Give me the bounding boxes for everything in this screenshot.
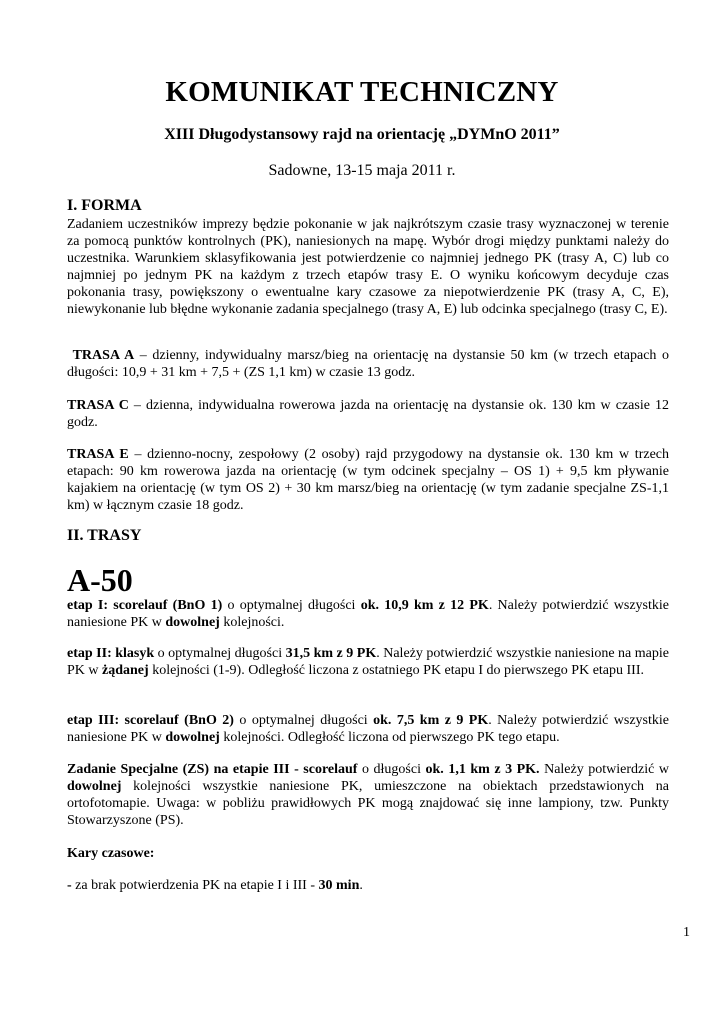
etap-2-label: etap II: klasyk [67, 646, 155, 661]
etap-1-paragraph [67, 597, 669, 631]
trasa-c-paragraph [67, 397, 669, 431]
special-task-label: Zadanie Specjalne (ZS) na etapie III - scorelauf [67, 762, 358, 777]
etap-1-distance: ok. 10,9 km z 12 PK [360, 598, 489, 613]
trasa-c-label: TRASA C [67, 398, 129, 413]
etap-1-order: dowolnej [165, 615, 220, 630]
etap-3-text: . Należy potwierdzić wszystkie naniesione PK w [67, 713, 669, 745]
etap-2-distance: 31,5 km z 9 PK [285, 646, 377, 661]
special-task-text: o długości [357, 762, 426, 777]
section-heading-forma: I. FORMA [67, 197, 142, 214]
special-task-paragraph [67, 761, 669, 829]
forma-paragraph: Zadaniem uczestników imprezy będzie pokonanie w jak najkrótszym czasie trasy wyznaczonej w terenie za pomocą punktów kontrolnych (PK), naniesionych na mapę. Wybór drogi między punktami należy do uczestnika. Warunkiem sklasyfikowania jest potwierdzenie co najmniej jednego PK (trasy A, C) lub co najmniej po jednym PK na każdym z trzech etapów trasy E. O wyniku końcowym decyduje czas pokonania trasy, powiększony o ewentualne kary czasowe za niepotwierdzenie PK (trasy A, C, E), niewykonanie lub błędne wykonanie zadania specjalnego (trasy A, E) lub odcinka specjalnego (trasy C, E). [67, 217, 669, 317]
penalty-bullet: - [67, 878, 72, 893]
special-task-order: dowolnej [67, 779, 122, 794]
etap-1-text: o optymalnej długości [222, 598, 361, 613]
trasa-a-paragraph [67, 347, 669, 381]
trasa-a-description: – dzienny, indywidualny marsz/bieg na orientację na dystansie 50 km (w trzech etapach o długości: 10,9 + 31 km + 7,5 + (ZS 1,1 km) w czasie 13 godz. [67, 348, 670, 380]
etap-2-paragraph [67, 645, 669, 679]
section-heading-trasy: II. TRASY [67, 527, 142, 544]
etap-3-text: o optymalnej długości [233, 713, 374, 728]
penalty-text: za brak potwierdzenia PK na etapie I i III - [71, 878, 319, 893]
etap-3-paragraph [67, 712, 669, 746]
etap-2-text: o optymalnej długości [154, 646, 286, 661]
trasa-a-label: TRASA A [72, 348, 135, 363]
special-task-distance: ok. 1,1 km z 3 PK. [425, 762, 540, 777]
etap-3-distance: ok. 7,5 km z 9 PK [373, 713, 489, 728]
etap-3-text: kolejności. Odległość liczona od pierwszego PK tego etapu. [219, 730, 560, 745]
etap-3-order: dowolnej [165, 730, 220, 745]
penalties-heading: Kary czasowe: [67, 846, 155, 861]
trasa-e-description: – dzienno-nocny, zespołowy (2 osoby) rajd przygodowy na dystansie ok. 130 km w trzech etapach: 90 km rowerowa jazda na orientację (w tym odcinek specjalny – OS 1) + 9,5 km pływanie kajakiem na orientację (w tym OS 2) + 30 km marsz/bieg na orientację (w tym zadanie specjalne ZS-1,1 km) w łącznym czasie 18 godz. [67, 447, 669, 513]
etap-1-text: kolejności. [219, 615, 285, 630]
penalty-item [67, 878, 363, 894]
trasa-e-paragraph [67, 446, 669, 514]
event-date-location: Sadowne, 13-15 maja 2011 r. [268, 162, 456, 179]
special-task-text: kolejności wszystkie naniesione PK, umieszczone na obiektach przedstawionych na ortofotomapie. Uwaga: w pobliżu prawidłowych PK mogą znajdować się inne lampiony, tzw. Punkty Stowarzyszone (PS). [67, 779, 669, 828]
etap-3-label: etap III: scorelauf (BnO 2) [67, 713, 234, 728]
special-task-text: Należy potwierdzić w [539, 762, 669, 777]
event-subtitle: XIII Długodystansowy rajd na orientację „DYMnO 2011” [164, 126, 560, 143]
document-title: KOMUNIKAT TECHNICZNY [165, 76, 559, 108]
page-number: 1 [683, 925, 690, 940]
etap-2-text: kolejności (1-9). Odległość liczona z ostatniego PK etapu I do pierwszego PK etapu III. [148, 663, 644, 678]
etap-2-order: żądanej [102, 663, 149, 678]
trasa-c-description: – dzienna, indywidualna rowerowa jazda na orientację na dystansie ok. 130 km w czasie 12 godz. [67, 398, 669, 430]
penalty-text: . [359, 878, 363, 893]
etap-1-text: . Należy potwierdzić wszystkie naniesione PK w [67, 598, 669, 630]
penalty-time: 30 min [318, 878, 360, 893]
etap-1-label: etap I: scorelauf (BnO 1) [67, 598, 223, 613]
etap-2-text: . Należy potwierdzić wszystkie naniesione na mapie PK w [67, 646, 669, 678]
trasa-e-label: TRASA E [67, 447, 129, 462]
route-heading: A-50 [67, 562, 133, 598]
